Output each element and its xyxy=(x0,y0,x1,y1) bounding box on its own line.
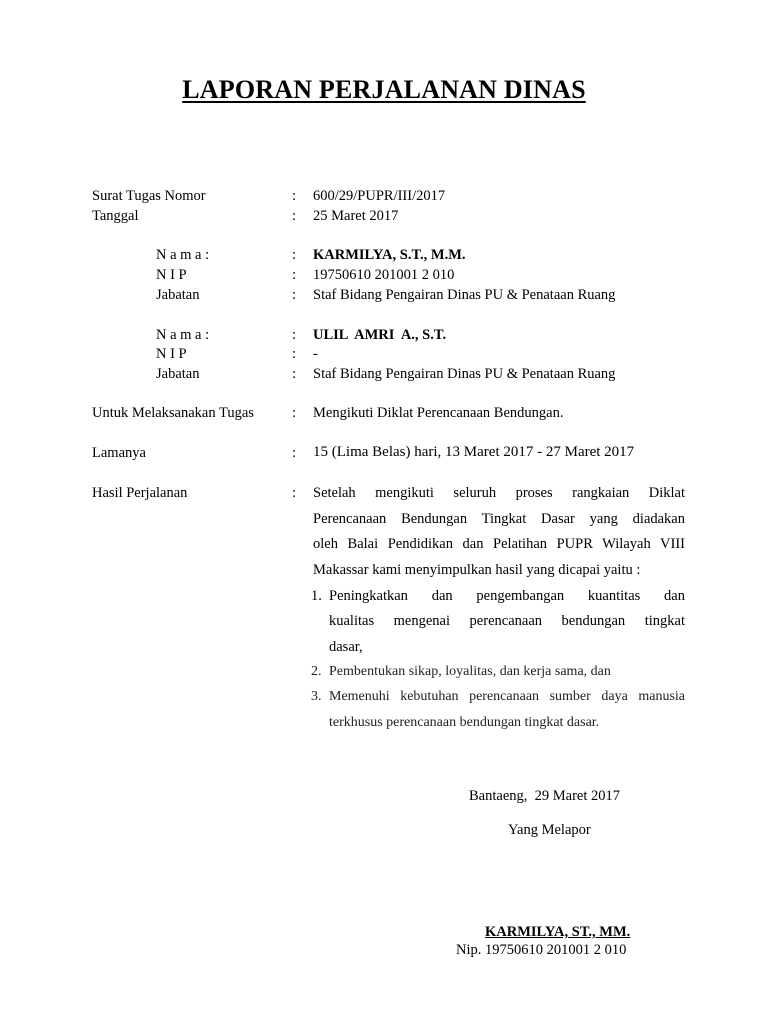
page-title: LAPORAN PERJALANAN DINAS xyxy=(182,75,586,104)
surat-tugas-value: 600/29/PUPR/III/2017 xyxy=(313,188,446,204)
person-1-nip: 19750610 201001 2 010 xyxy=(313,267,455,283)
list-number: 2. xyxy=(311,664,322,679)
tugas-value: Mengikuti Diklat Perencanaan Bendungan. xyxy=(313,405,564,421)
colon: : xyxy=(292,267,297,283)
jabatan-label: Jabatan xyxy=(156,366,200,382)
colon: : xyxy=(292,287,297,303)
colon: : xyxy=(292,485,297,501)
nip-label: N I P xyxy=(156,346,187,362)
hasil-intro-line: oleh Balai Pendidikan dan Pelatihan PUPR Wilayah VIII xyxy=(313,536,685,552)
colon: : xyxy=(292,346,297,362)
nama-label: N a m a : xyxy=(156,327,210,343)
list-item-line: terkhusus perencanaan bendungan tingkat dasar. xyxy=(329,715,600,730)
lamanya-duration: 15 (Lima Belas) xyxy=(313,444,411,460)
colon: : xyxy=(292,366,297,382)
surat-tugas-label: Surat Tugas Nomor xyxy=(92,188,206,204)
jabatan-label: Jabatan xyxy=(156,287,200,303)
tugas-label: Untuk Melaksanakan Tugas xyxy=(92,405,254,421)
lamanya-dates: hari, 13 Maret 2017 - 27 Maret 2017 xyxy=(410,444,635,460)
place-date: Bantaeng, 29 Maret 2017 xyxy=(469,788,621,804)
list-item-line: Memenuhi kebutuhan perencanaan sumber daya manusia xyxy=(329,689,685,704)
yang-melapor: Yang Melapor xyxy=(508,822,591,838)
list-number: 3. xyxy=(311,689,322,704)
list-item-line: dasar, xyxy=(329,639,363,655)
hasil-intro-line: Setelah mengikuti seluruh proses rangkaian Diklat xyxy=(313,485,685,501)
list-number: 1. xyxy=(311,588,322,604)
tanggal-label: Tanggal xyxy=(92,208,139,224)
list-item-line: Peningkatkan dan pengembangan kuantitas dan xyxy=(329,588,685,604)
lamanya-label: Lamanya xyxy=(92,445,146,461)
tanggal-value: 25 Maret 2017 xyxy=(313,208,399,224)
hasil-label: Hasil Perjalanan xyxy=(92,485,188,501)
colon: : xyxy=(292,188,297,204)
signer-name: KARMILYA, ST., MM. xyxy=(485,924,631,940)
list-item-line: kualitas mengenai perencanaan bendungan tingkat xyxy=(329,613,685,629)
person-1-nama: KARMILYA, S.T., M.M. xyxy=(313,247,466,263)
colon: : xyxy=(292,445,297,461)
nama-label: N a m a : xyxy=(156,247,210,263)
hasil-intro-line: Makassar kami menyimpulkan hasil yang dicapai yaitu : xyxy=(313,562,641,578)
nip-label: N I P xyxy=(156,267,187,283)
colon: : xyxy=(292,327,297,343)
lamanya-value xyxy=(313,444,634,461)
colon: : xyxy=(292,208,297,224)
person-2-nip: - xyxy=(313,346,318,362)
person-2-jabatan: Staf Bidang Pengairan Dinas PU & Penataan Ruang xyxy=(313,366,616,382)
colon: : xyxy=(292,247,297,263)
person-1-jabatan: Staf Bidang Pengairan Dinas PU & Penataan Ruang xyxy=(313,287,616,303)
colon: : xyxy=(292,405,297,421)
list-item-line: Pembentukan sikap, loyalitas, dan kerja sama, dan xyxy=(329,664,611,679)
hasil-intro-line: Perencanaan Bendungan Tingkat Dasar yang diadakan xyxy=(313,511,685,527)
signer-nip: Nip. 19750610 201001 2 010 xyxy=(456,942,627,958)
person-2-nama: ULIL AMRI A., S.T. xyxy=(313,327,447,343)
